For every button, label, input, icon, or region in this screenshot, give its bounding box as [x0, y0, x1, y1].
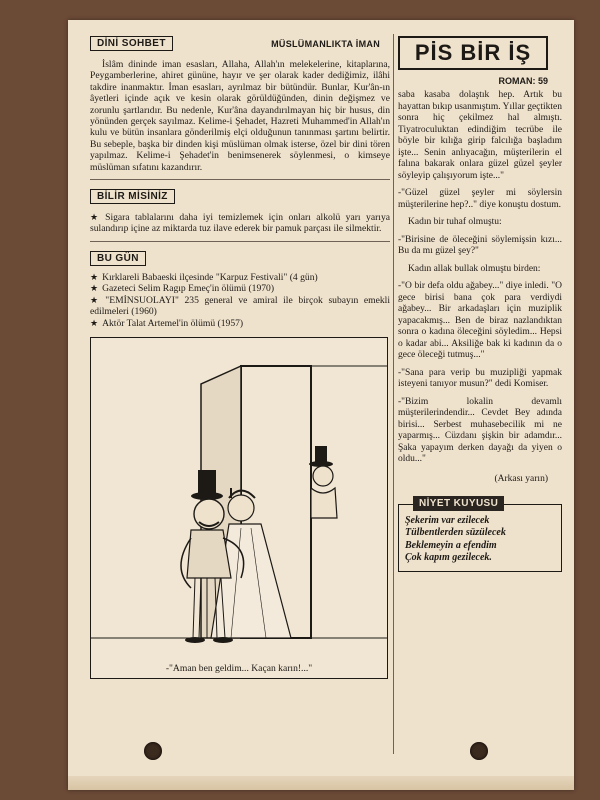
story-paragraph: saba kasaba dolaştık hep. Artık bu hayattan bıkıp usanmıştım. Yıllar geçtikten sonra hiç çekilmez hal almıştı. Tiyatroculuktan edindiğim tecrübe ile böyle bir kılığa girip falcılığa başladım işte... Senin anlıyacağın, müşterilerin el falına bakarak onlara güzel güzel şeyler söyleyip çalışıyorum işte..."	[398, 90, 563, 181]
list-item-text: Aktör Talat Artemel'in ölümü (1957)	[102, 317, 244, 329]
niyet-kuyusu-box	[398, 497, 562, 572]
list-item	[90, 295, 390, 318]
bu-gun-label: BU GÜN	[90, 251, 146, 266]
story-body	[398, 90, 562, 466]
bilir-misiniz-label: BİLİR MİSİNİZ	[90, 189, 175, 204]
niyet-kuyusu-label: NİYET KUYUSU	[413, 496, 504, 511]
story-paragraph: -"Sana para verip bu muzipliği yapmak isteyeni tanıyor musun?" dedi Komiser.	[398, 367, 562, 389]
dini-sohbet-text: İslâm dininde iman esasları, Allaha, Allah'ın melekelerine, kitaplarına, Peygamberlerine, ahiret gününe, hayır ve şer olarak kader dediğimiz, ilâhi takdire inanmaktır. İman esasları, ayrılmaz bir bütündür. Bunlar, Kur'ân-ın âyetleri içinde açık ve kesin olarak görüldüğünden, dinin değişmez ve zorunlu şartlarıdır. Bu nedenle, Kur'âna dayandırılmayan hiç bir husus, din yönünden gerçek sayılmaz. Kelime-i Şehadet, Hazreti Muhammed'in Allah'ın kulu ve bütün insanlara gönderilmiş elçi olduğunun tanınması şartını belirtir. Bu sebeple, başka bir dinden kişi müslüman olmak isterse, özel bir dini tören yapılmaz. Kelime-i Şehadet'in benimsenerek söylenmesi, o kimseye müslüman sıfatını kazandırır.	[90, 59, 390, 173]
roman-number: ROMAN: 59	[498, 76, 548, 86]
newspaper-page	[68, 20, 574, 790]
story-paragraph: -"Güzel güzel şeyler mi söylersin müşterilerine hep?.." diye konuştu dostum.	[398, 188, 562, 210]
star-icon: ★	[90, 294, 102, 305]
cartoon-panel	[90, 337, 388, 679]
list-item-text: Gazeteci Selim Ragıp Emeç'in ölümü (1970)	[102, 283, 275, 295]
bu-gun-list	[90, 272, 390, 329]
story-paragraph: Kadın allak bullak olmuştu birden:	[408, 263, 541, 274]
list-item	[90, 318, 390, 329]
cartoon-caption: -"Aman ben geldim... Kaçan karın!..."	[165, 662, 313, 674]
left-column	[90, 36, 390, 679]
star-icon: ★	[90, 317, 99, 328]
story-paragraph: Kadın bir tuhaf olmuştu:	[408, 217, 502, 227]
bilir-misiniz-item	[90, 212, 390, 235]
continued-note: (Arkası yarın)	[494, 473, 548, 484]
list-item	[90, 283, 390, 294]
story-paragraph: -"Birisine de öleceğini söylemişsin kızı... Bu da mı güzel şey?"	[398, 234, 562, 256]
list-item	[90, 272, 390, 283]
divider	[90, 179, 390, 180]
cartoon-illustration	[91, 338, 387, 678]
list-item-text: Kırklareli Babaeski ilçesinde "Karpuz Festivali" (4 gün)	[102, 271, 318, 283]
punch-hole	[144, 742, 162, 760]
niyet-line: Çok kapım gezilecek.	[405, 552, 492, 563]
dini-sohbet-subtitle: MÜSLÜMANLIKTA İMAN	[271, 38, 380, 49]
right-column	[398, 36, 562, 572]
punch-hole	[470, 742, 488, 760]
bilir-misiniz-text: Sigara tablalarını daha iyi temizlemek için onları alkolü yarı yarıya sulandırıp içine az miktarda tuz ilave ederek bir pamuk parçası ile silmektir.	[90, 212, 390, 235]
dini-sohbet-header	[90, 36, 390, 51]
list-item-text: "EMİNSUOLAYI" 235 general ve amiral ile birçok subayın emekli edilmeleri (1960)	[90, 294, 391, 318]
story-title: PİS BİR İŞ	[398, 36, 548, 70]
niyet-line: Şekerim var ezilecek	[405, 514, 490, 526]
story-paragraph: -"O bir defa oldu ağabey..." diye inledi. "O gece birisi bana çok para verdiydi ağabey... Bir arkadaşları için muziplik yapacakmış... Ben de biraz nazlandıktan sonra o kadına öleceğini söyledim... Hepsi o kadar abi... Aksiliğe bak ki kadının da o gece öleceği tutmuş..."	[398, 281, 562, 360]
column-divider	[393, 34, 394, 754]
star-icon: ★	[90, 283, 99, 294]
niyet-line: Beklemeyin a efendim	[405, 539, 497, 551]
niyet-line: Tülbentlerden süzülecek	[405, 527, 506, 538]
story-paragraph: -"Bizim lokalin devamlı müşterilerindendir... Cevdet Bey adında birisi... Serbest muhasebecilik mi ne yaparmış... Cüzdanı şişkin bir adamdır... Şaka yapayım derken dayağı da yiyen o oldu..."	[398, 396, 562, 464]
dini-sohbet-label: DİNİ SOHBET	[90, 36, 173, 51]
star-icon: ★	[90, 212, 102, 223]
divider	[90, 241, 390, 242]
star-icon: ★	[90, 271, 99, 282]
